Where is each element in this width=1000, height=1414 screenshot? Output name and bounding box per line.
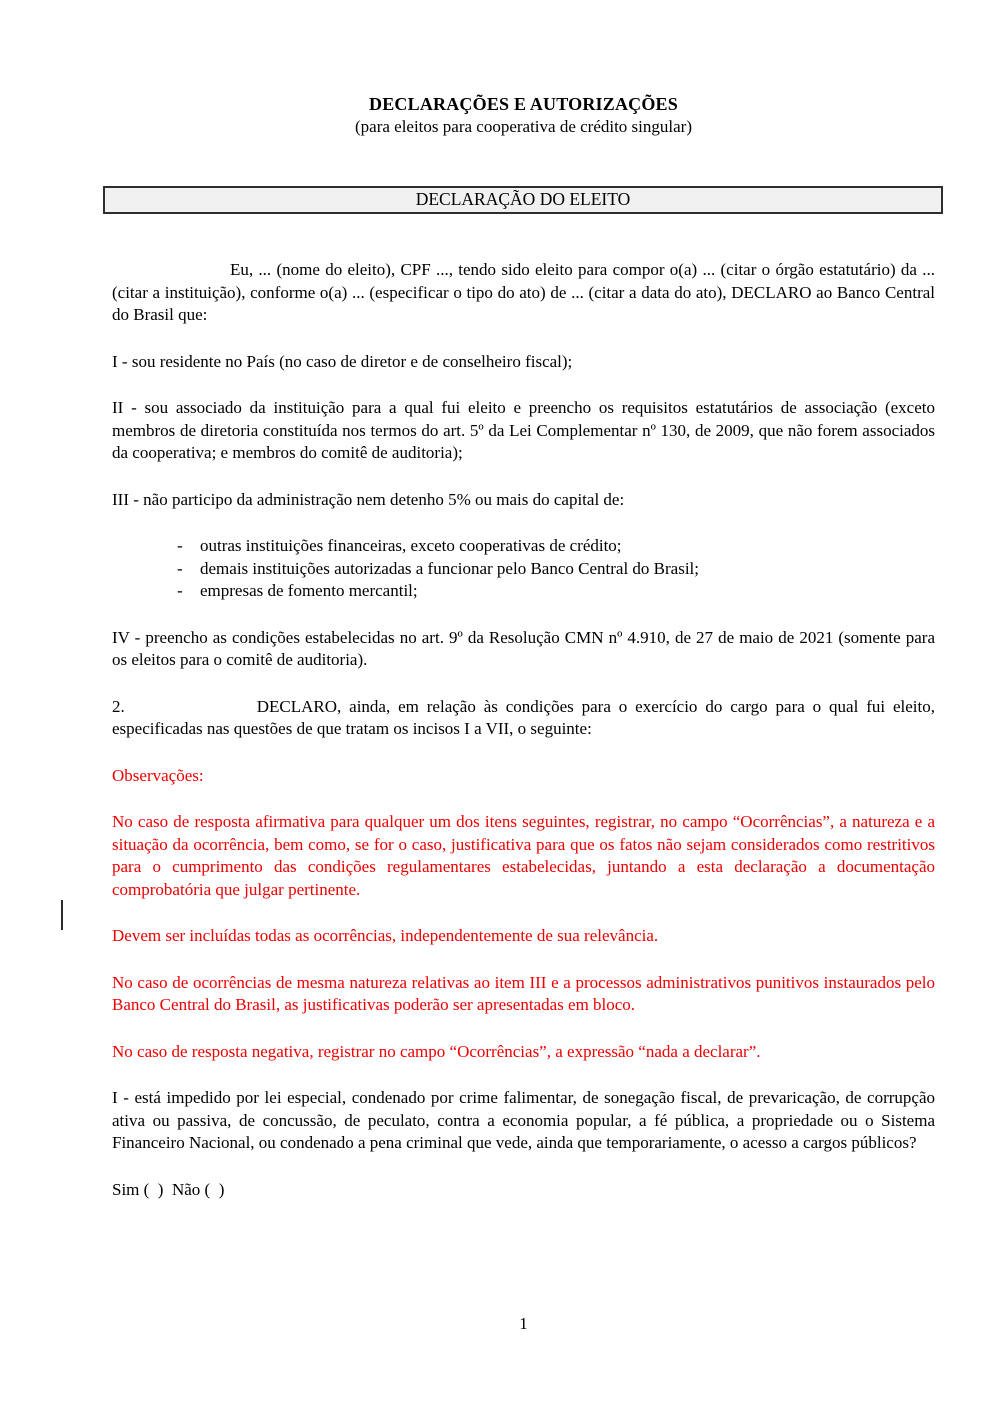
observation-paragraph-1: No caso de resposta afirmativa para qualquer um dos itens seguintes, registrar, no campo “Ocorrências”, a natureza e a situação da ocorrência, bem como, se for o caso, justificativa para que os fatos não sejam considerados como restritivos para o cumprimento das condições regulamentares estabelecidas, juntando a esta declaração a documentação comprobatória que julgar pertinente.	[112, 812, 935, 899]
observations-label: Observações:	[112, 765, 204, 785]
clause-2-paragraph	[112, 696, 935, 741]
answer-options-row: Sim ( ) Não ( )	[112, 1179, 225, 1199]
list-item	[112, 558, 935, 581]
declaration-item-iii: III - não participo da administração nem detenho 5% ou mais do capital de:	[112, 489, 625, 509]
item-iii-list	[112, 535, 935, 603]
page-number: 1	[519, 1314, 528, 1333]
section-header-box	[103, 186, 943, 214]
intro-paragraph: Eu, ... (nome do eleito), CPF ..., tendo sido eleito para compor o(a) ... (citar o órgão estatutário) da ... (citar a instituição), conforme o(a) ... (especificar o tipo do ato) de ... (citar a data do ato), DECLARO ao Banco Central do Brasil que:	[112, 260, 935, 324]
declaration-item-ii: II - sou associado da instituição para a qual fui eleito e preencho os requisitos estatutários de associação (exceto membros de diretoria constituída nos termos do art. 5º da Lei Complementar nº 130, de 2009, que não forem associados da cooperativa; e membros do comitê de auditoria);	[112, 398, 935, 462]
document-title: DECLARAÇÕES E AUTORIZAÇÕES	[369, 94, 678, 114]
question-item-i: I - está impedido por lei especial, condenado por crime falimentar, de sonegação fiscal, de prevaricação, de corrupção ativa ou passiva, de concussão, de peculato, contra a economia popular, a fé pública, a propriedade ou o Sistema Financeiro Nacional, ou condenado a pena criminal que vede, ainda que temporariamente, o acesso a cargos públicos?	[112, 1088, 935, 1152]
observation-paragraph-2: Devem ser incluídas todas as ocorrências, independentemente de sua relevância.	[112, 926, 659, 945]
clause-2-text: DECLARO, ainda, em relação às condições para o exercício do cargo para o qual fui eleito, especificadas nas questões de que tratam os incisos I a VII, o seguinte:	[112, 696, 935, 738]
list-item	[112, 535, 935, 558]
dash-bullet: -	[177, 581, 183, 600]
declaration-item-iv: IV - preencho as condições estabelecidas no art. 9º da Resolução CMN nº 4.910, de 27 de maio de 2021 (somente para os eleitos para o comitê de auditoria).	[112, 627, 935, 669]
declaration-item-i: I - sou residente no País (no caso de diretor e de conselheiro fiscal);	[112, 351, 573, 371]
section-header-label: DECLARAÇÃO DO ELEITO	[415, 189, 631, 209]
observation-paragraph-3: No caso de ocorrências de mesma natureza relativas ao item III e a processos administrativos punitivos instaurados pelo Banco Central do Brasil, as justificativas poderão ser apresentadas em bloco.	[112, 972, 935, 1014]
clause-2-number: 2.	[112, 696, 125, 716]
list-item-text: outras instituições financeiras, exceto cooperativas de crédito;	[200, 536, 622, 555]
list-item	[112, 580, 935, 603]
list-item-text: empresas de fomento mercantil;	[200, 581, 418, 600]
dash-bullet: -	[177, 558, 183, 578]
observation-paragraph-4: No caso de resposta negativa, registrar no campo “Ocorrências”, a expressão “nada a declarar”.	[112, 1041, 761, 1061]
dash-bullet: -	[177, 536, 183, 555]
document-subtitle: (para eleitos para cooperativa de crédito singular)	[354, 117, 692, 136]
revision-change-bar	[61, 900, 63, 930]
list-item-text: demais instituições autorizadas a funcionar pelo Banco Central do Brasil;	[200, 558, 699, 578]
